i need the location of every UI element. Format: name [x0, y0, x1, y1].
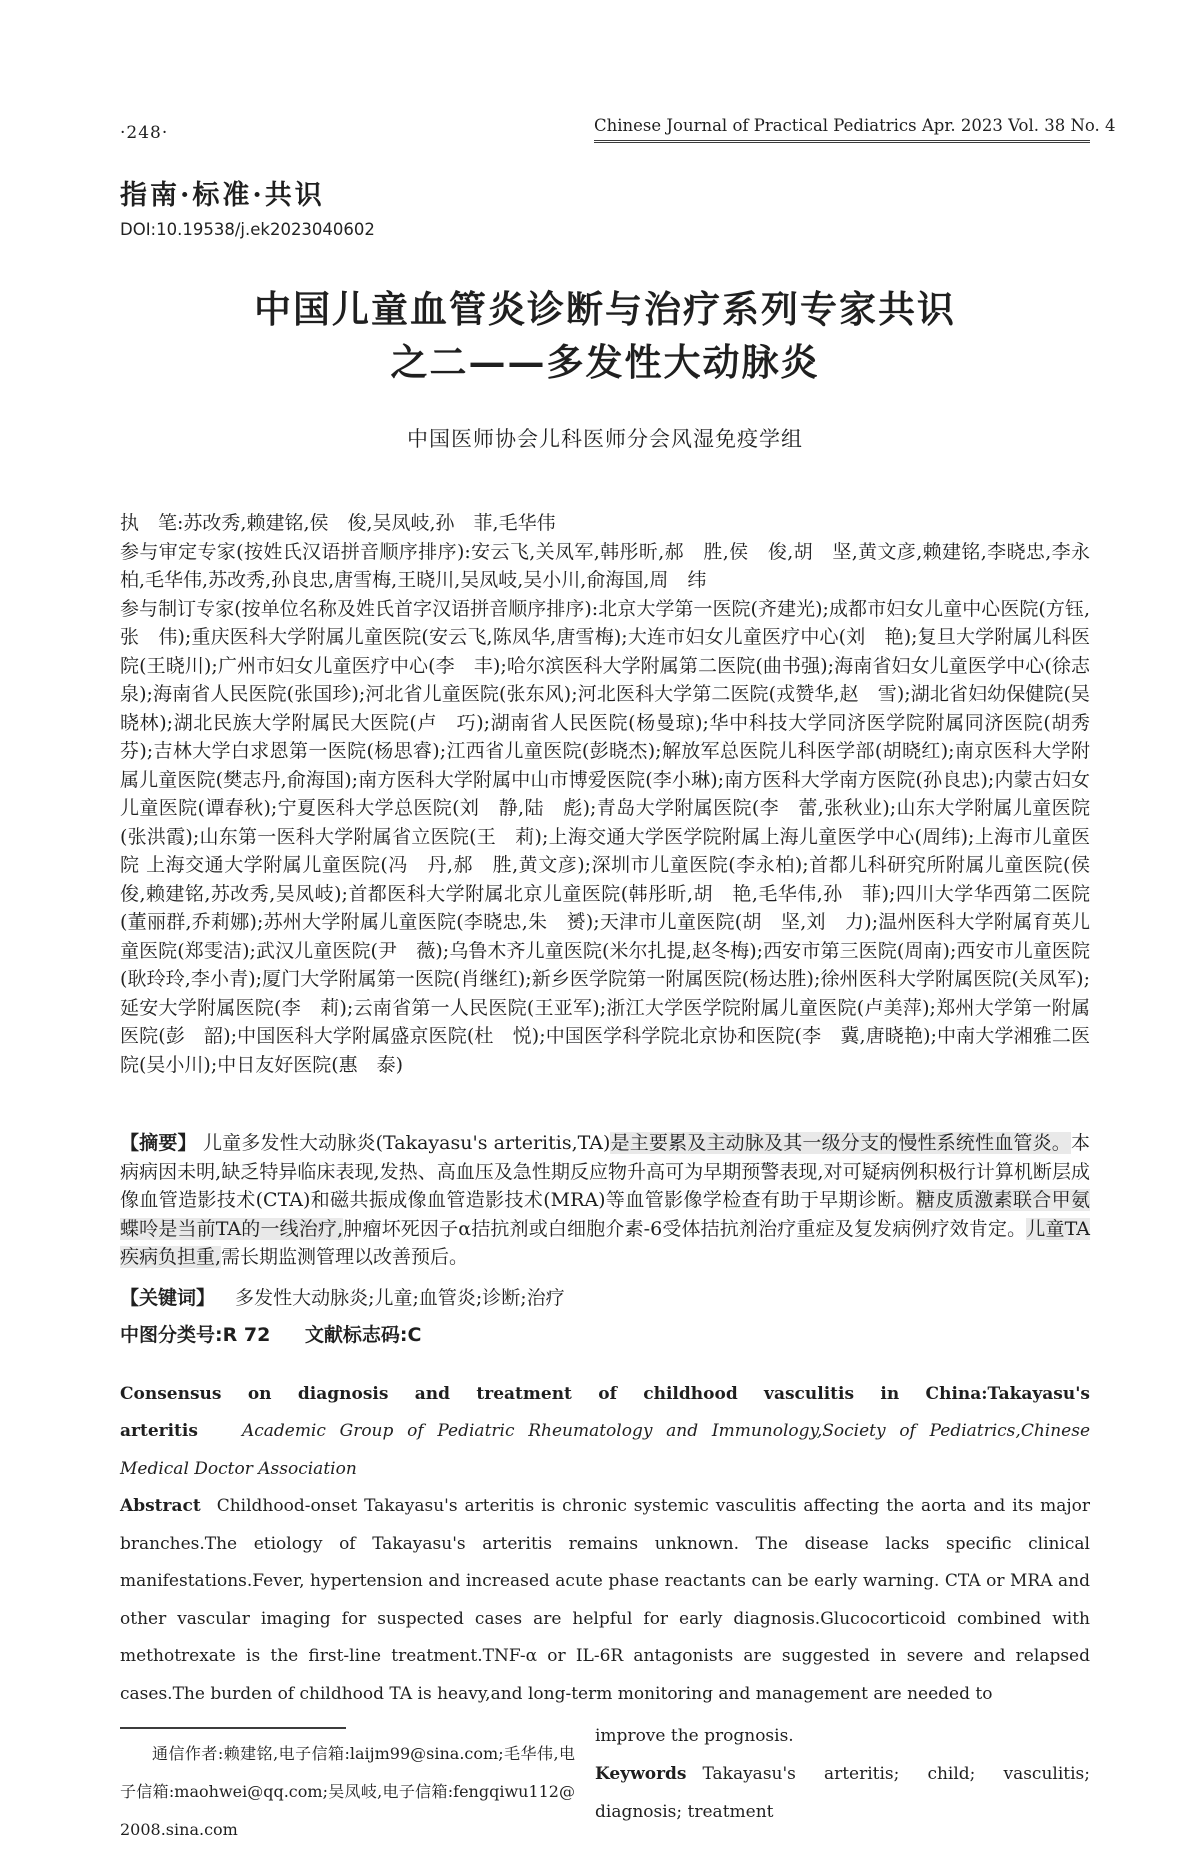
zh-abstract-label: 【摘要】 — [120, 1132, 197, 1154]
zh-abstract-segments — [120, 1132, 1090, 1268]
document-code: 文献标志码:C — [304, 1324, 422, 1346]
article-title-line1: 中国儿童血管炎诊断与治疗系列专家共识 — [254, 287, 956, 331]
reviewers-paragraph: 参与审定专家(按姓氏汉语拼音顺序排序):安云飞,关凤军,韩彤昕,郝 胜,侯 俊,胡 坚,黄文彦,赖建铭,李晓忠,李永柏,毛华伟,苏改秀,孙良忠,唐雪梅,王晓川,吴凤岐,吴小川,俞海国,周 纬 — [120, 540, 1090, 591]
en-title-text: Consensus on diagnosis and treatment of childhood vasculitis in China:Takayasu's arteritis — [120, 1383, 1090, 1441]
author-group-byline: 中国医师协会儿科医师分会风湿免疫学组 — [407, 427, 803, 451]
zh-abstract-segment: 本病病因未明,缺乏特异临床表现,发热、高血压及急性期反应物升高可为早期预警表现,对可疑病例积极行计算机断层成像血管造影技术(CTA)和磁共振成像血管造影技术(MRA)等血管影像学检查有助于早期诊断。 — [120, 1132, 1090, 1211]
journal-reference: Chinese Journal of Practical Pediatrics Apr. 2023 Vol. 38 No. 4 — [594, 116, 1090, 143]
page-number: ·248· — [120, 123, 169, 143]
bottom-columns — [120, 1717, 1090, 1849]
zh-keywords-text: 多发性大动脉炎;儿童;血管炎;诊断;治疗 — [235, 1286, 565, 1309]
en-abstract-label: Abstract — [120, 1496, 201, 1516]
article-title-line2: 之二——多发性大动脉炎 — [390, 340, 820, 384]
en-abstract — [120, 1488, 1090, 1713]
page-header — [120, 116, 1116, 143]
article-title — [120, 283, 1090, 389]
correspondence-footnote: 通信作者:赖建铭,电子信箱:laijm99@sina.com;毛华伟,电子信箱:maohwei@qq.com;吴凤岐,电子信箱:fengqiwu112@2008.sina.com — [120, 1744, 575, 1839]
footnote-column — [120, 1717, 575, 1849]
clc-number: 中图分类号:R 72 — [120, 1324, 271, 1346]
doi-line: DOI:10.19538/j.ek2023040602 — [120, 220, 375, 239]
en-title — [120, 1376, 1090, 1489]
en-abstract-continued: improve the prognosis. — [595, 1726, 794, 1746]
drafters-paragraph: 参与制订专家(按单位名称及姓氏首字汉语拼音顺序排序):北京大学第一医院(齐建光);成都市妇女儿童中心医院(方钰,张 伟);重庆医科大学附属儿童医院(安云飞,陈凤华,唐雪梅);大连市妇女儿童医疗中心(刘 艳);复旦大学附属儿科医院(王晓川);广州市妇女儿童医疗中心(李 丰);哈尔滨医科大学附属第二医院(曲书强);海南省妇女儿童医学中心(徐志泉);海南省人民医院(张国珍);河北省儿童医院(张东风);河北医科大学第二医院(戎赞华,赵 雪);湖北省妇幼保健院(吴晓林);湖北民族大学附属民大医院(卢 巧);湖南省人民医院(杨曼琼);华中科技大学同济医学院附属同济医院(胡秀芬);吉林大学白求恩第一医院(杨思睿);江西省儿童医院(彭晓杰);解放军总医院儿科医学部(胡晓红);南京医科大学附属儿童医院(樊志丹,俞海国);南方医科大学附属中山市博爱医院(李小琳);南方医科大学南方医院(孙良忠);内蒙古妇女儿童医院(谭春秋);宁夏医科大学总医院(刘 静,陆 彪);青岛大学附属医院(李 蕾,张秋业);山东大学附属儿童医院(张洪霞);山东第一医科大学附属省立医院(王 莉);上海交通大学医学院附属上海儿童医学中心(周纬);上海市儿童医院 上海交通大学附属儿童医院(冯 丹,郝 胜,黄文彦);深圳市儿童医院(李永柏);首都儿科研究所附属儿童医院(侯 俊,赖建铭,苏改秀,吴凤岐);首都医科大学附属北京儿童医院(韩彤昕,胡 艳,毛华伟,孙 菲);四川大学华西第二医院(董丽群,乔莉娜);苏州大学附属儿童医院(李晓忠,朱 赟);天津市儿童医院(胡 坚,刘 力);温州医科大学附属育英儿童医院(郑雯洁);武汉儿童医院(尹 薇);乌鲁木齐儿童医院(米尔扎提,赵冬梅);西安市第三医院(周南);西安市儿童医院(耿玲玲,李小青);厦门大学附属第一医院(肖继红);新乡医学院第一附属医院(杨达胜);徐州医科大学附属医院(关凤军);延安大学附属医院(李 莉);云南省第一人民医院(王亚军);浙江大学医学院附属儿童医院(卢美萍);郑州大学第一附属医院(彭 韶);中国医科大学附属盛京医院(杜 悦);中国医学科学院北京协和医院(李 冀,唐晓艳);中南大学湘雅二医院(吴小川);中日友好医院(惠 泰) — [120, 597, 1110, 1076]
en-abstract-text: Childhood-onset Takayasu's arteritis is chronic systemic vasculitis affecting the aorta and its major branches.The etiology of Takayasu's arteritis remains unknown. The disease lacks specific clinical manifestations.Fever, hypertension and increased acute phase reactants can be early warning. CTA or MRA and other vascular imaging for suspected cases are helpful for early diagnosis.Glucocorticoid combined with methotrexate is the first-line treatment.TNF-α or IL-6R antagonists are suggested in severe and relapsed cases.The burden of childhood TA is heavy,and long-term monitoring and management are needed to — [120, 1496, 1090, 1704]
experts-section — [120, 509, 1110, 1079]
zh-abstract-segment: 是主要累及主动脉及其一级分支的慢性系统性血管炎。 — [610, 1132, 1071, 1154]
zh-abstract — [120, 1129, 1090, 1272]
zh-abstract-segment: 肿瘤坏死因子α拮抗剂或白细胞介素-6受体拮抗剂治疗重症及复发病例疗效肯定。 — [343, 1217, 1027, 1240]
zh-keywords-line — [120, 1284, 1090, 1313]
classification-line — [120, 1321, 1090, 1350]
english-section — [120, 1376, 1090, 1714]
zh-abstract-segment: 需长期监测管理以改善预后。 — [221, 1246, 469, 1268]
zh-abstract-segment: 儿童多发性大动脉炎(Takayasu's arteritis,TA) — [202, 1132, 611, 1154]
en-keywords-line — [595, 1755, 1090, 1831]
en-keywords-label: Keywords — [595, 1764, 687, 1784]
zh-abstract-segment: 儿童TA疾病负担重, — [120, 1217, 1090, 1268]
column-label: 指南·标准·共识 — [120, 180, 325, 211]
zh-keywords-label: 【关键词】 — [120, 1286, 216, 1309]
zh-abstract-segment: 糖皮质激素联合甲氨蝶呤是当前TA的一线治疗, — [120, 1189, 1090, 1240]
en-title-organization: Academic Group of Pediatric Rheumatology and Immunology,Society of Pediatrics,Chinese Medical Doctor Association — [120, 1421, 1090, 1479]
en-keywords-text: Takayasu's arteritis; child; vasculitis; diagnosis; treatment — [595, 1764, 1090, 1822]
footnote-divider — [120, 1727, 346, 1729]
english-continuation-column — [595, 1717, 1090, 1849]
writers-paragraph: 执 笔:苏改秀,赖建铭,侯 俊,吴凤岐,孙 菲,毛华伟 — [120, 512, 556, 534]
